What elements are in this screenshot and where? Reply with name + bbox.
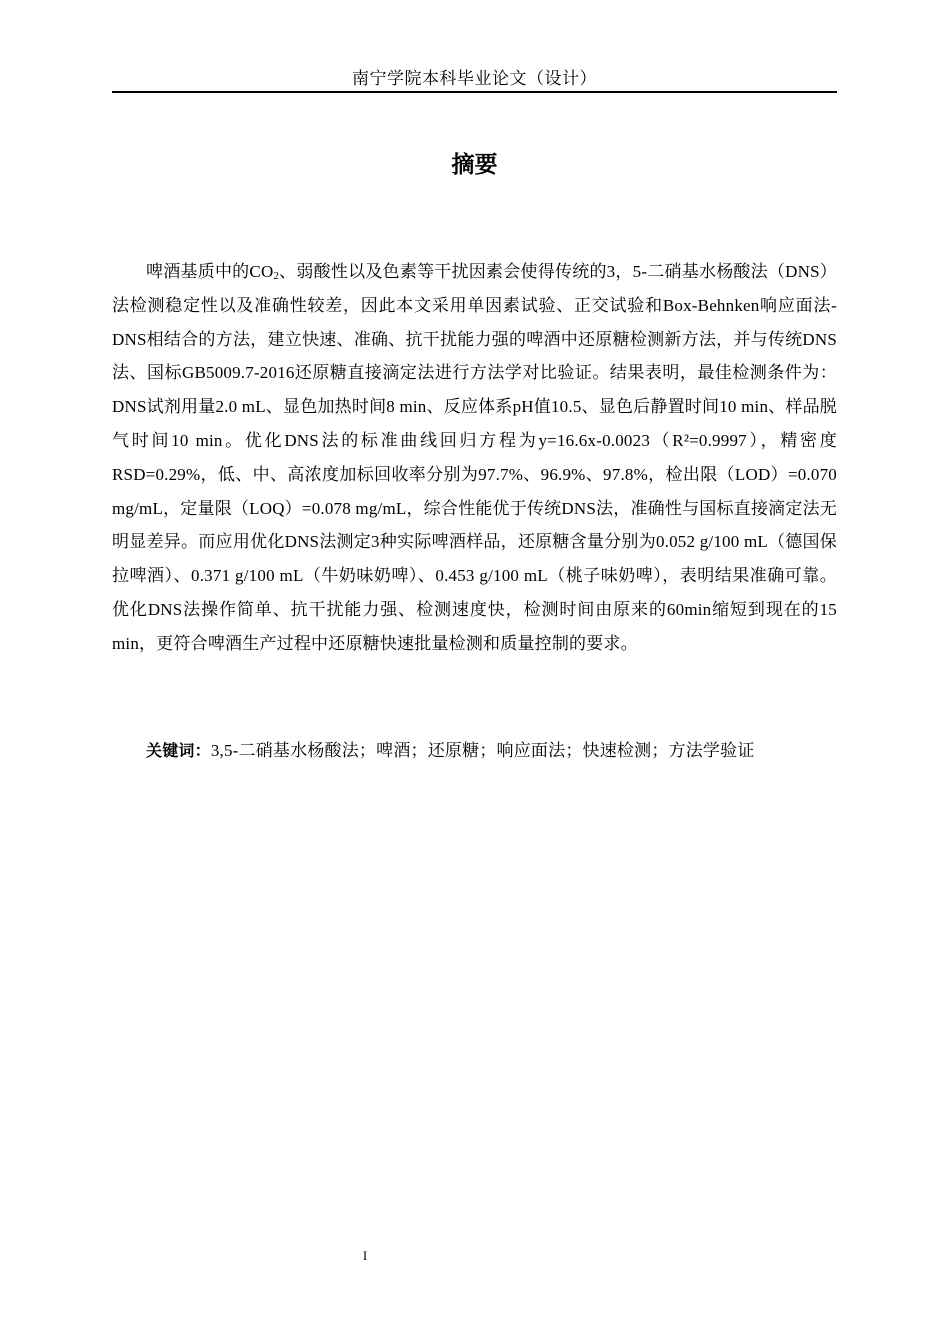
- abstract-text-start: 啤酒基质中的CO: [146, 262, 274, 281]
- page-number: I: [362, 1248, 368, 1263]
- keywords-text: 3,5-二硝基水杨酸法；啤酒；还原糖；响应面法；快速检测；方法学验证: [210, 741, 755, 760]
- keywords-label: 关键词：: [146, 741, 211, 760]
- keywords-line: [112, 734, 837, 767]
- page-title: 摘要: [451, 152, 498, 178]
- abstract-paragraph: [112, 255, 837, 661]
- page-header: 南宁学院本科毕业论文（设计）: [352, 69, 597, 88]
- header-rule: [112, 91, 837, 93]
- abstract-text-rest: 、弱酸性以及色素等干扰因素会使得传统的3，5-二硝基水杨酸法（DNS）法检测稳定性以及准确性较差，因此本文采用单因素试验、正交试验和Box-Behnken响应面法-DNS相结合的方法，建立快速、准确、抗干扰能力强的啤酒中还原糖检测新方法，并与传统DNS法、国标GB5009.7-2016还原糖直接滴定法进行方法学对比验证。结果表明，最佳检测条件为：DNS试剂用量2.0 mL、显色加热时间8 min、反应体系pH值10.5、显色后静置时间10 min、样品脱气时间10 min。优化DNS法的标准曲线回归方程为y=16.6x-0.0023（R²=0.9997），精密度RSD=0.29%，低、中、高浓度加标回收率分别为97.7%、96.9%、97.8%，检出限（LOD）=0.070 mg/mL，定量限（LOQ）=0.078 mg/mL，综合性能优于传统DNS法，准确性与国标直接滴定法无明显差异。而应用优化DNS法测定3种实际啤酒样品，还原糖含量分别为0.052 g/100 mL（德国保拉啤酒）、0.371 g/100 mL（牛奶味奶啤）、0.453 g/100 mL（桃子味奶啤），表明结果准确可靠。优化DNS法操作简单、抗干扰能力强、检测速度快，检测时间由原来的60min缩短到现在的15 min，更符合啤酒生产过程中还原糖快速批量检测和质量控制的要求。: [112, 262, 837, 653]
- co2-subscript: 2: [273, 270, 280, 282]
